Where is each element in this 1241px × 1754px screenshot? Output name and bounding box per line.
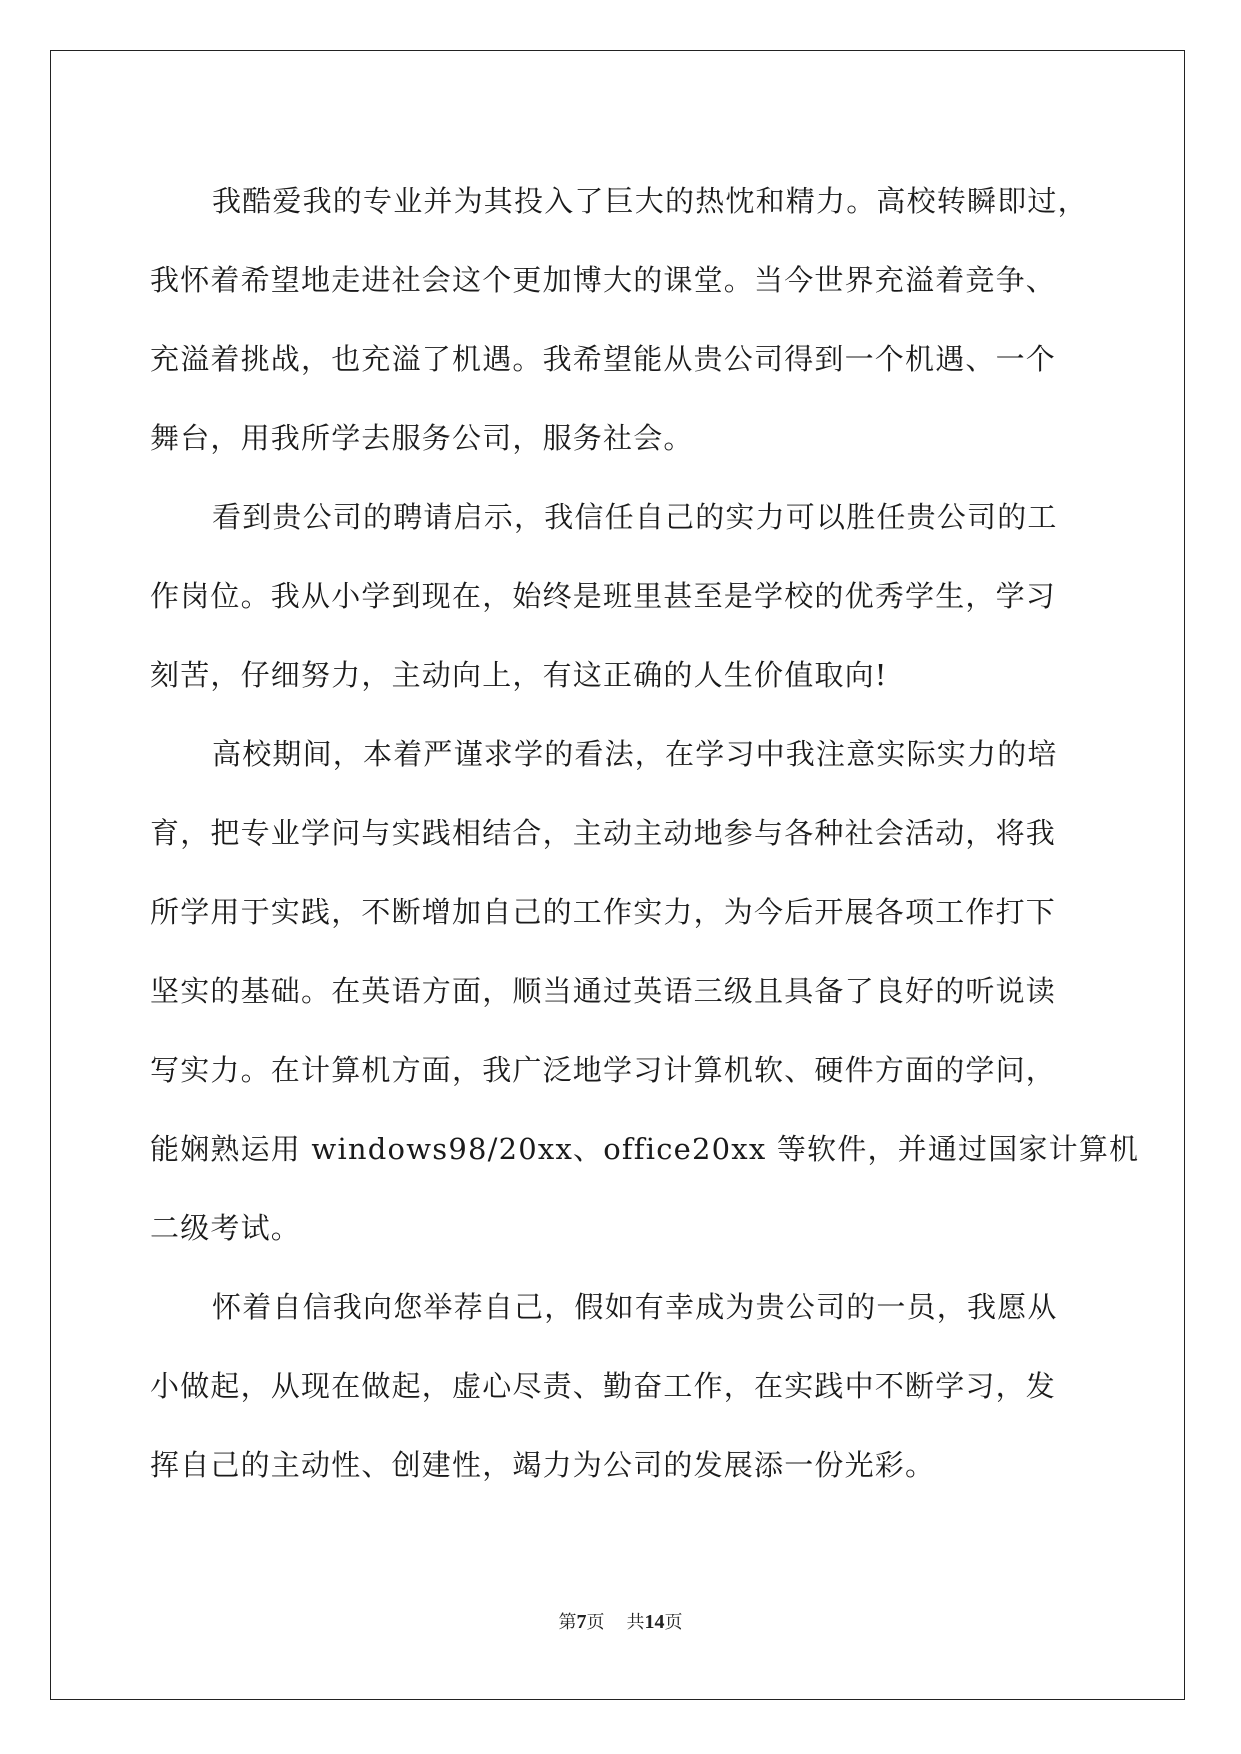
page-prefix: 第: [558, 1612, 577, 1633]
page-suffix: 页: [586, 1612, 605, 1633]
paragraph-3: [150, 715, 1140, 1268]
paragraph-line: 能娴熟运用 windows98/20xx、office20xx 等软件，并通过国家计算机: [150, 1132, 1140, 1166]
page-total: 14: [644, 1611, 665, 1633]
paragraph-4: [150, 1268, 1095, 1505]
paragraph-line: 怀着自信我向您举荐自己，假如有幸成为贵公司的一员，我愿从: [212, 1290, 1058, 1324]
paragraph-line: 充溢着挑战，也充溢了机遇。我希望能从贵公司得到一个机遇、一个: [150, 342, 1057, 376]
total-suffix: 页: [664, 1612, 683, 1633]
page-current: 7: [576, 1611, 587, 1633]
paragraph-line: 小做起，从现在做起，虚心尽责、勤奋工作，在实践中不断学习，发: [150, 1369, 1057, 1403]
paragraph-line: 高校期间，本着严谨求学的看法，在学习中我注意实际实力的培: [212, 737, 1058, 771]
paragraph-line: 舞台，用我所学去服务公司，服务社会。: [150, 421, 694, 455]
paragraph-line: 我怀着希望地走进社会这个更加博大的课堂。当今世界充溢着竞争、: [150, 263, 1057, 297]
paragraph-line: 作岗位。我从小学到现在，始终是班里甚至是学校的优秀学生，学习: [150, 579, 1057, 613]
paragraph-line: 坚实的基础。在英语方面，顺当通过英语三级且具备了良好的听说读: [150, 974, 1057, 1008]
paragraph-line: 二级考试。: [150, 1211, 302, 1245]
paragraph-line: 写实力。在计算机方面，我广泛地学习计算机软、硬件方面的学问，: [150, 1053, 1057, 1087]
paragraph-line: 挥自己的主动性、创建性，竭力为公司的发展添一份光彩。: [150, 1448, 936, 1482]
total-prefix: 共: [626, 1612, 645, 1633]
paragraph-line: 育，把专业学问与实践相结合，主动主动地参与各种社会活动，将我: [150, 816, 1057, 850]
page-footer: [0, 1608, 1241, 1634]
paragraph-line: 看到贵公司的聘请启示，我信任自己的实力可以胜任贵公司的工: [212, 500, 1058, 534]
paragraph-2: [150, 478, 1095, 715]
document-body: [150, 162, 1140, 1505]
paragraph-line: 刻苦，仔细努力，主动向上，有这正确的人生价值取向!: [150, 658, 888, 692]
paragraph-line: 所学用于实践，不断增加自己的工作实力，为今后开展各项工作打下: [150, 895, 1057, 929]
paragraph-1: [150, 162, 1095, 478]
paragraph-line: 我酷爱我的专业并为其投入了巨大的热忱和精力。高校转瞬即过，: [212, 184, 1088, 218]
